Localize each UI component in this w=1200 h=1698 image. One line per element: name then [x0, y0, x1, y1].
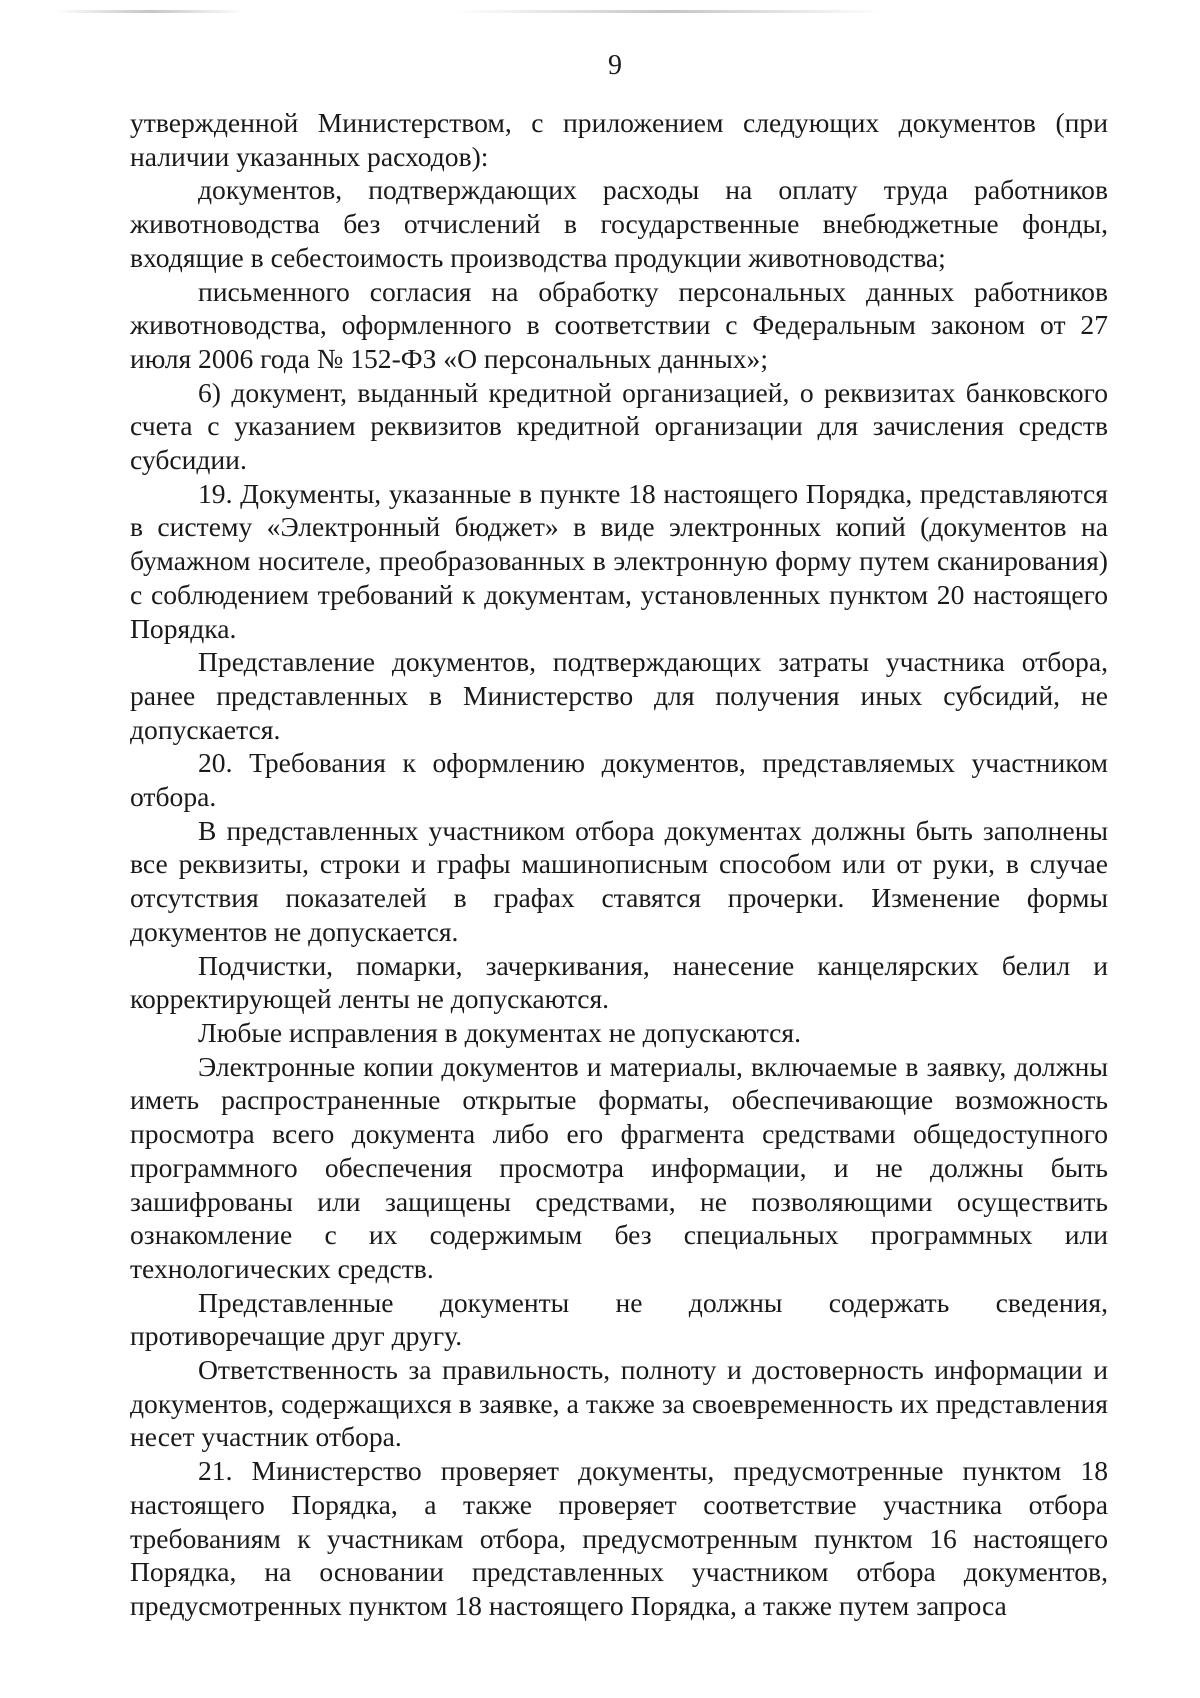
paragraph-no-erasures: Подчистки, помарки, зачеркивания, нанесение канцелярских белил и корректирующей ленты не допускаются.	[130, 949, 1108, 1015]
paragraph-fill-requirements: В представленных участником отбора документах должны быть заполнены все реквизиты, строки и графы машинописным способом или от руки, в случае отсутствия показателей в графах ставятся прочерки. Изменение формы документов не допускается.	[130, 814, 1108, 947]
paragraph-bank-details: 6) документ, выданный кредитной организацией, о реквизитах банковского счета с указанием реквизитов кредитной организации для зачисления средств субсидии.	[130, 376, 1108, 476]
document-body	[130, 106, 1108, 1623]
paragraph-no-contradictions: Представленные документы не должны содержать сведения, противоречащие друг другу.	[130, 1286, 1108, 1352]
paragraph-item-21: 21. Министерство проверяет документы, предусмотренные пунктом 18 настоящего Порядка, а также проверяет соответствие участника отбора требованиям к участникам отбора, предусмотренным пунктом 16 настоящего Порядка, на основании представленных участником отбора документов, предусмотренных пунктом 18 настоящего Порядка, а также путем запроса	[130, 1455, 1108, 1621]
paragraph-continuation: утвержденной Министерством, с приложением следующих документов (при наличии указанных расходов):	[130, 107, 1108, 172]
page-number: 9	[608, 50, 622, 81]
paragraph-no-resubmission: Представление документов, подтверждающих затраты участника отбора, ранее представленных в Министерство для получения иных субсидий, не допускается.	[130, 646, 1108, 745]
paragraph-item-20: 20. Требования к оформлению документов, представляемых участником отбора.	[130, 747, 1108, 813]
paragraph-labor-cost-documents: документов, подтверждающих расходы на оплату труда работников животноводства без отчислений в государственные внебюджетные фонды, входящие в себестоимость производства продукции животноводства;	[130, 174, 1108, 273]
scan-artifact	[55, 10, 245, 13]
paragraph-electronic-copies: Электронные копии документов и материалы, включаемые в заявку, должны иметь распространенные открытые форматы, обеспечивающие возможность просмотра всего документа либо его фрагмента средствами общедоступного программного обеспечения просмотра информации, и не должны быть зашифрованы или защищены средствами, не позволяющими осуществить ознакомление с их содержимым без специальных программных или технологических средств.	[130, 1050, 1108, 1284]
paragraph-item-19: 19. Документы, указанные в пункте 18 настоящего Порядка, представляются в систему «Электронный бюджет» в виде электронных копий (документов на бумажном носителе, преобразованных в электронную форму путем сканирования) с соблюдением требований к документам, установленных пунктом 20 настоящего Порядка.	[130, 477, 1108, 644]
paragraph-personal-data-consent: письменного согласия на обработку персональных данных работников животноводства, оформленного в соответствии с Федеральным законом от 27 июля 2006 года № 152-ФЗ «О персональных данных»;	[130, 275, 1108, 374]
paragraph-responsibility: Ответственность за правильность, полноту и достоверность информации и документов, содержащихся в заявке, а также за своевременность их представления несет участник отбора.	[130, 1354, 1108, 1453]
paragraph-no-corrections: Любые исправления в документах не допускаются.	[198, 1016, 801, 1048]
scan-artifact	[455, 10, 885, 13]
